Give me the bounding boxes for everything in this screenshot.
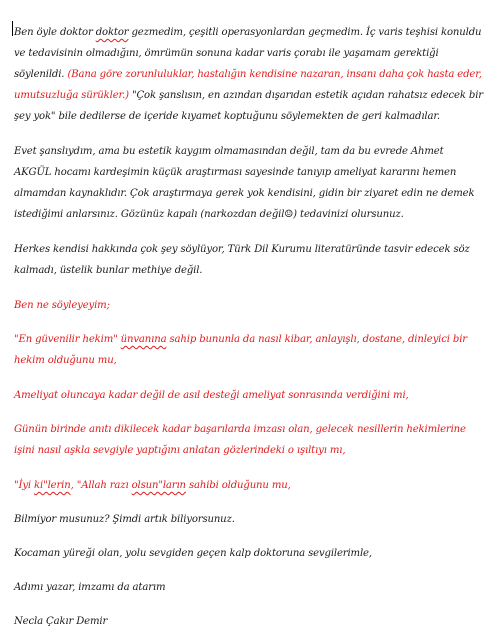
p5-misspelled-word[interactable]: ünvanına (120, 334, 167, 345)
p1-red-remark: (Bana göre zorunluluklar, hastalığın kendisine nazaran, insanı daha çok hasta eder, umutsuzluğa sürükler.) (14, 69, 482, 101)
paragraph-11: Adımı yazar, imzamı da atarım (14, 582, 166, 593)
paragraph-2: Evet şanslıydım, ama bu estetik kaygım olmamasından değil, tam da bu evrede Ahmet AKGÜL hocamı kardeşimin küçük araştırması sayesinde tanıyıp ameliyat kararını hemen almamdan kaynaklıdır. Çok araştırmaya gerek yok kendisini, gidin bir ziyaret edin ne demek istediğimi anlarsınız. Gözünüz kapalı (narkozdan değil☺) tedavinizi olursunuz. (14, 146, 475, 220)
paragraph-1 (14, 22, 483, 127)
p8-text-a: "İyi (14, 480, 35, 491)
paragraph-3: Herkes kendisi hakkında çok şey söylüyor, Türk Dil Kurumu literatüründe tasvir edecek söz kalmadı, üstelik bunlar methiye değil. (14, 244, 470, 276)
p1-text-c: gezmedim, çeşitli operasyonlardan geçmedim. İç varis teşhisi konuldu ve tedavisinin olmadığını, ömrümün sonuna kadar varis çorabı ile yaşamam gerektiği söylenildi. (14, 27, 482, 80)
paragraph-4: Ben ne söyleyeyim; (14, 300, 110, 311)
text-cursor (12, 21, 13, 36)
p8-text-c: , "Allah razı (70, 480, 132, 491)
paragraph-8 (14, 475, 483, 496)
paragraph-10: Kocaman yüreği olan, yolu sevgiden geçen kalp doktoruna sevgilerimle, (14, 548, 372, 559)
p1-text-e: "Çok şanslısın, en azından dışarıdan estetik açıdan rahatsız edecek bir şey yok" bile dedilerse de içeride kıyamet koptuğunu söylemekten de geri kalmadılar. (14, 90, 483, 122)
p8-misspelled-word-2[interactable]: olsun"ların (131, 480, 186, 491)
paragraph-5 (14, 329, 483, 371)
paragraph-6: Ameliyat oluncaya kadar değil de asıl desteği ameliyat sonrasında verdiğini mi, (14, 390, 409, 401)
p5-text-c: sahip bununla da nasıl kibar, anlayışlı, dostane, dinleyici bir hekim olduğunu mu, (14, 334, 467, 366)
p1-misspelled-word[interactable]: doktor (95, 27, 129, 38)
p8-misspelled-word-1[interactable]: ki"lerin (34, 480, 71, 491)
p1-text-a: Ben öyle doktor (14, 27, 96, 38)
paragraph-9: Bilmiyor musunuz? Şimdi artık biliyorsunuz. (14, 514, 235, 525)
p5-text-a: "En güvenilir hekim" (14, 334, 121, 345)
p8-text-e: sahibi olduğunu mu, (185, 480, 291, 491)
paragraph-7: Günün birinde anıtı dikilecek kadar başarılarda imzası olan, gelecek nesillerin hekimlerine işini nasıl aşkla sevgiyle yaptığını anlatan gözlerindeki o ışıltıyı mı, (14, 424, 466, 456)
signature: Necla Çakır Demir (14, 616, 108, 627)
